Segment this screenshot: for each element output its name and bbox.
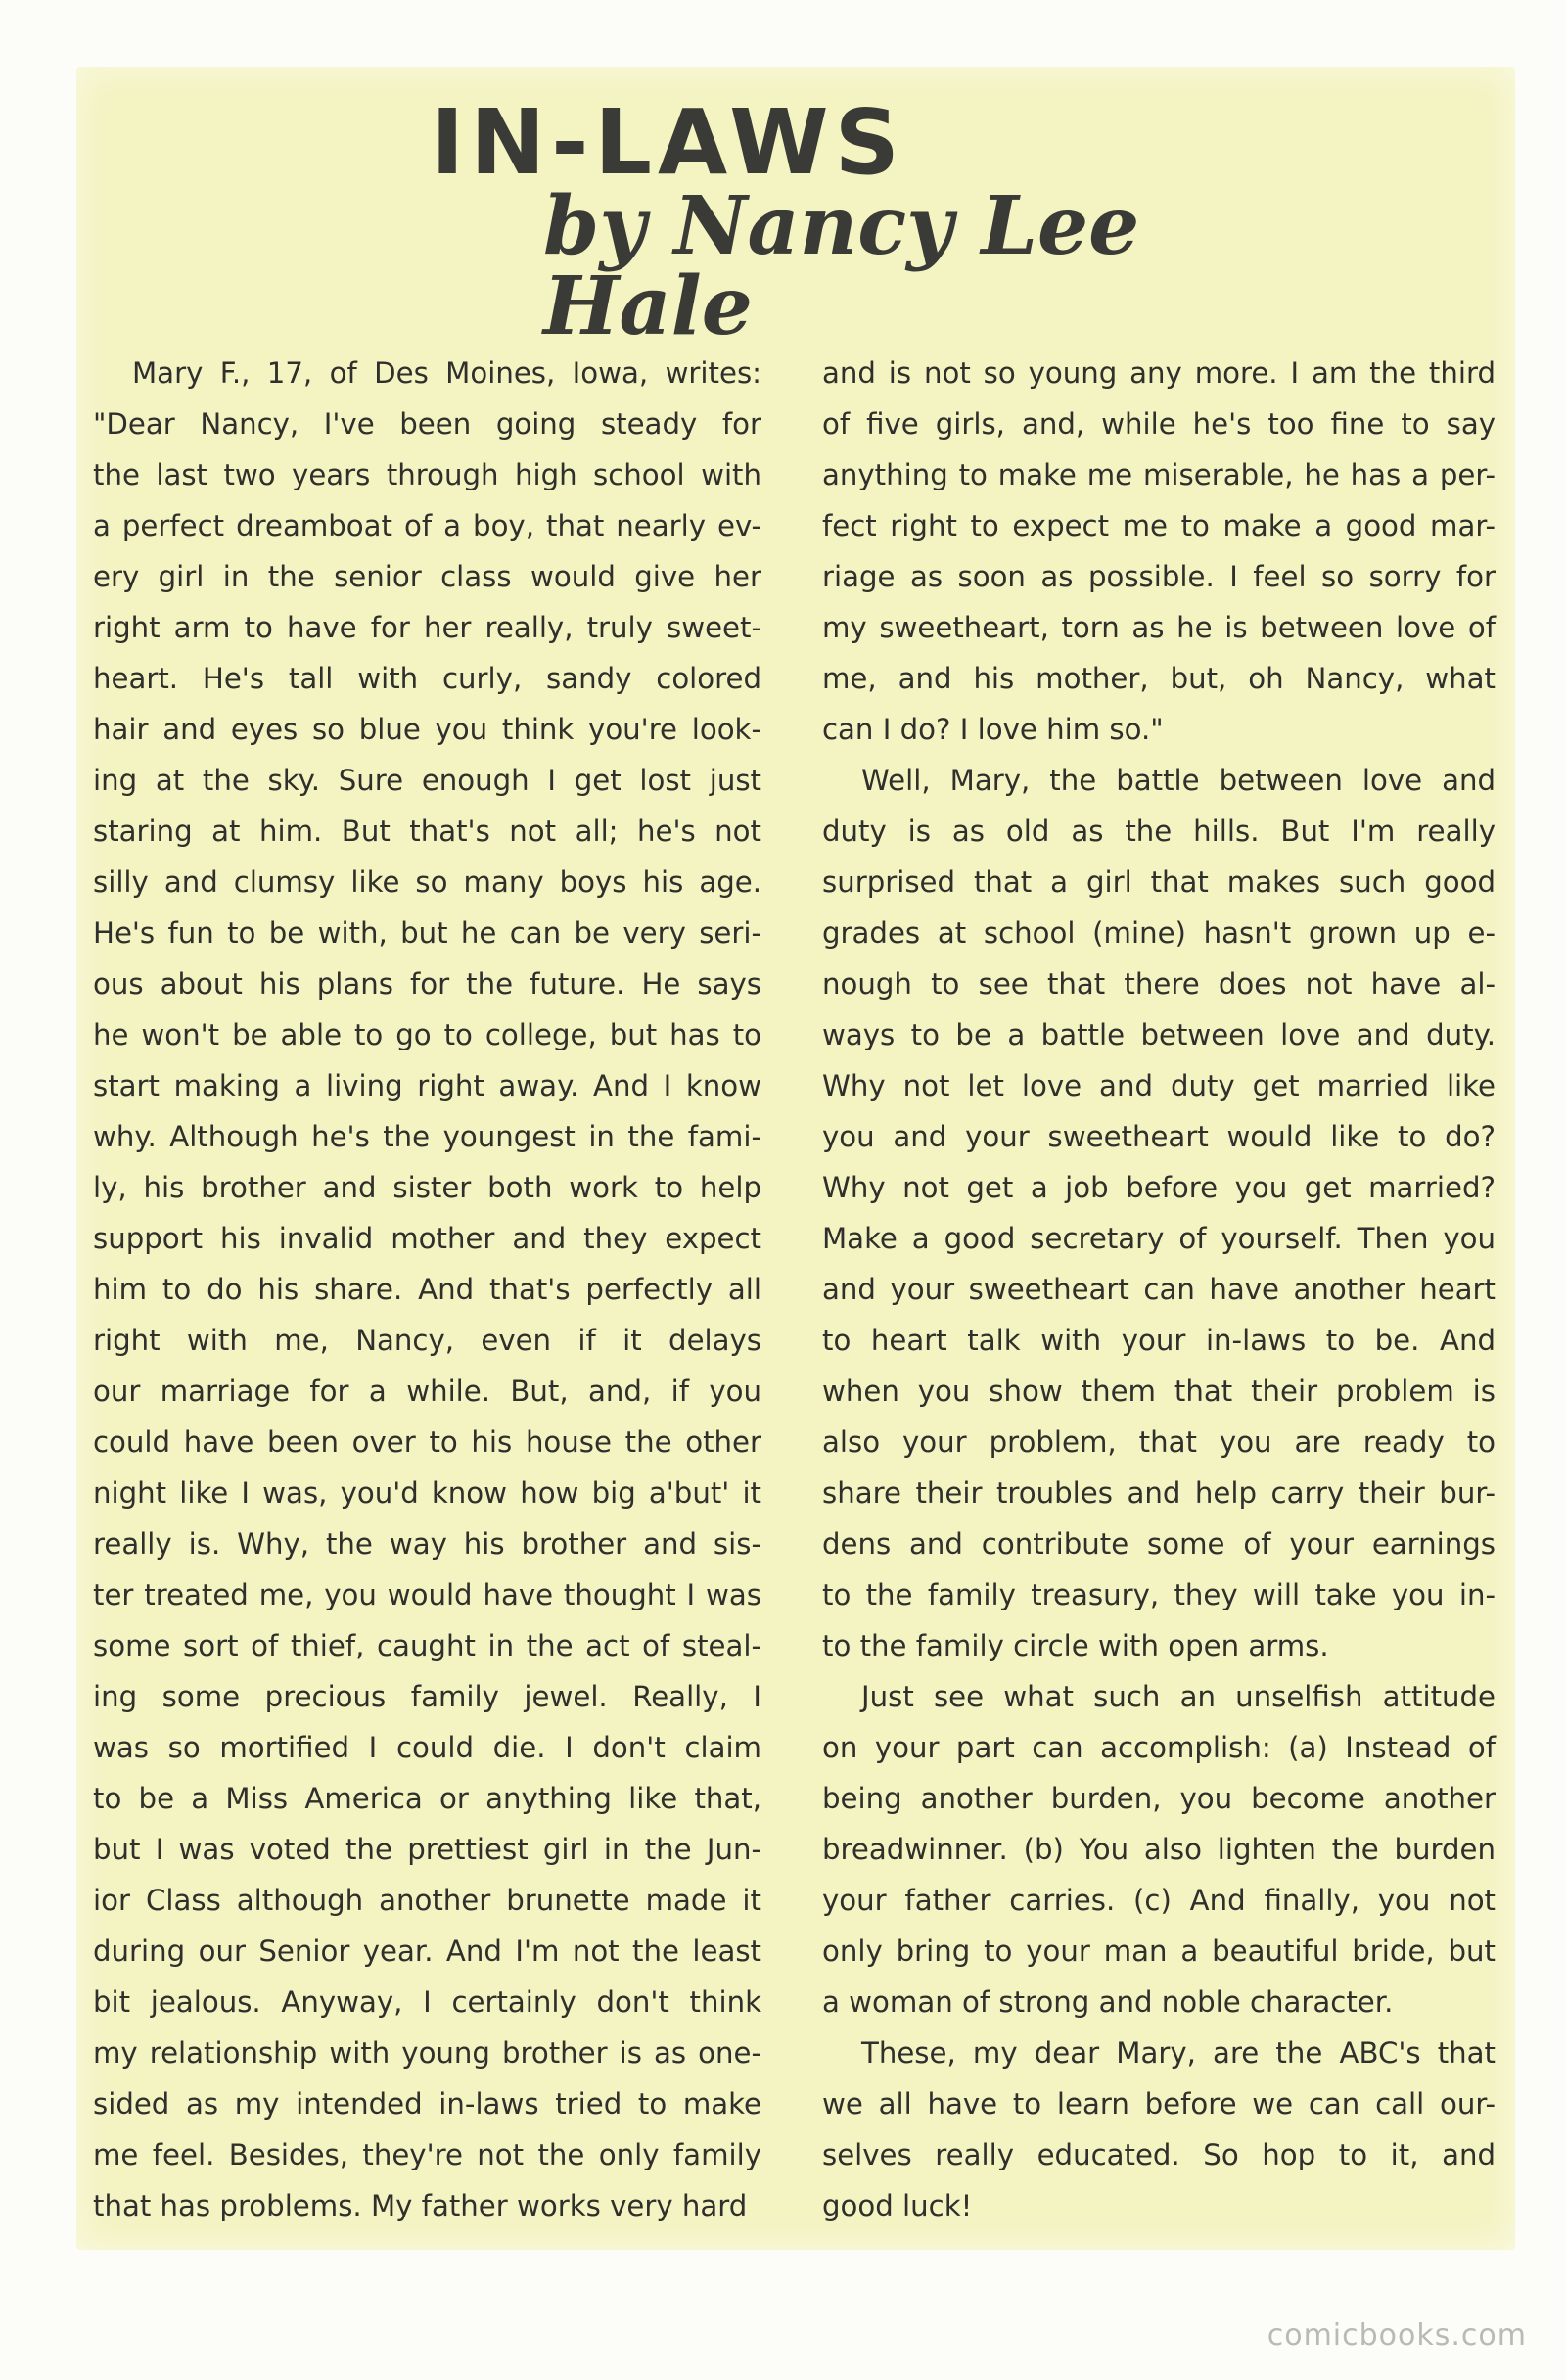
text-line: surprised that a girl that makes such good	[822, 865, 1496, 899]
text-line: right arm to have for her really, truly sweet-	[93, 611, 761, 644]
text-line: fect right to expect me to make a good mar-	[822, 509, 1496, 542]
text-line: ing some precious family jewel. Really, I	[93, 1680, 761, 1713]
text-line: him to do his share. And that's perfectly all	[93, 1273, 761, 1306]
right-column	[822, 348, 1496, 2231]
text-line: duty is as old as the hills. But I'm really	[822, 815, 1496, 848]
text-line: hair and eyes so blue you think you're look-	[93, 713, 761, 746]
text-line: that has problems. My father works very hard	[93, 2189, 748, 2222]
text-line: night like I was, you'd know how big a'but' it	[93, 1476, 761, 1510]
text-line: my sweetheart, torn as he is between love of	[822, 611, 1496, 644]
text-line: These, my dear Mary, are the ABC's that	[861, 2036, 1496, 2070]
text-line: to heart talk with your in-laws to be. And	[822, 1324, 1496, 1357]
text-line: ing at the sky. Sure enough I get lost just	[93, 764, 761, 797]
text-line: you and your sweetheart would like to do?	[822, 1120, 1496, 1153]
text-line: also your problem, that you are ready to	[822, 1425, 1496, 1459]
text-line: grades at school (mine) hasn't grown up e-	[822, 916, 1496, 950]
text-line: our marriage for a while. But, and, if you	[93, 1375, 761, 1408]
text-line: to the family circle with open arms.	[822, 1629, 1329, 1662]
text-line: Mary F., 17, of Des Moines, Iowa, writes:	[132, 356, 761, 390]
text-line: silly and clumsy like so many boys his age.	[93, 865, 761, 899]
text-line: being another burden, you become another	[822, 1782, 1496, 1815]
text-line: on your part can accomplish: (a) Instead of	[822, 1731, 1496, 1764]
text-line: but I was voted the prettiest girl in the Jun-	[93, 1833, 761, 1866]
text-line: we all have to learn before we can call our-	[822, 2087, 1496, 2121]
text-line: to the family treasury, they will take you in-	[822, 1578, 1496, 1611]
text-line: my relationship with young brother is as one-	[93, 2036, 761, 2070]
text-line: only bring to your man a beautiful bride, but	[822, 1935, 1496, 1968]
left-column	[93, 348, 761, 2231]
text-line: Make a good secretary of yourself. Then you	[822, 1222, 1496, 1255]
text-line: anything to make me miserable, he has a per-	[822, 458, 1496, 491]
text-line: support his invalid mother and they expect	[93, 1222, 761, 1255]
watermark: comicbooks.com	[1267, 2318, 1527, 2353]
text-line: share their troubles and help carry their bur-	[822, 1476, 1496, 1510]
text-line: staring at him. But that's not all; he's not	[93, 815, 761, 848]
text-line: and is not so young any more. I am the third	[822, 356, 1496, 390]
text-line: ter treated me, you would have thought I was	[93, 1578, 761, 1611]
text-line: he won't be able to go to college, but has to	[93, 1018, 761, 1051]
text-line: selves really educated. So hop to it, and	[822, 2138, 1496, 2171]
text-line: breadwinner. (b) You also lighten the burden	[822, 1833, 1496, 1866]
text-line: sided as my intended in-laws tried to make	[93, 2087, 761, 2121]
text-line: can I do? I love him so."	[822, 713, 1164, 746]
text-line: me feel. Besides, they're not the only family	[93, 2138, 761, 2171]
text-line: start making a living right away. And I know	[93, 1069, 761, 1102]
text-line: when you show them that their problem is	[822, 1375, 1496, 1408]
text-line: the last two years through high school with	[93, 458, 761, 491]
text-line: bit jealous. Anyway, I certainly don't think	[93, 1985, 761, 2019]
text-line: a woman of strong and noble character.	[822, 1985, 1394, 2019]
article-title: IN-LAWS	[431, 90, 905, 195]
text-line: could have been over to his house the other	[93, 1425, 761, 1459]
text-line: Well, Mary, the battle between love and	[861, 764, 1496, 797]
text-line: some sort of thief, caught in the act of steal-	[93, 1629, 761, 1662]
text-line: ery girl in the senior class would give her	[93, 560, 761, 593]
text-line: riage as soon as possible. I feel so sorry for	[822, 560, 1496, 593]
text-line: ways to be a battle between love and duty.	[822, 1018, 1496, 1051]
text-line: during our Senior year. And I'm not the least	[93, 1935, 761, 1968]
text-line: me, and his mother, but, oh Nancy, what	[822, 662, 1496, 695]
text-line: ior Class although another brunette made it	[93, 1884, 761, 1917]
text-line: dens and contribute some of your earnings	[822, 1527, 1496, 1561]
text-line: right with me, Nancy, even if it delays	[93, 1324, 761, 1357]
text-line: "Dear Nancy, I've been going steady for	[93, 407, 761, 441]
text-line: your father carries. (c) And finally, you not	[822, 1884, 1496, 1917]
text-line: Why not get a job before you get married?	[822, 1171, 1496, 1204]
text-line: really is. Why, the way his brother and sis-	[93, 1527, 761, 1561]
text-line: of five girls, and, while he's too fine to say	[822, 407, 1496, 441]
text-line: Just see what such an unselfish attitude	[861, 1680, 1496, 1713]
text-line: Why not let love and duty get married like	[822, 1069, 1496, 1102]
text-line: nough to see that there does not have al-	[822, 967, 1496, 1001]
article-byline: by Nancy Lee Hale	[543, 179, 1140, 353]
text-line: heart. He's tall with curly, sandy colored	[93, 662, 761, 695]
text-line: why. Although he's the youngest in the fami-	[93, 1120, 761, 1153]
text-line: a perfect dreamboat of a boy, that nearly ev-	[93, 509, 761, 542]
text-line: ly, his brother and sister both work to help	[93, 1171, 761, 1204]
text-line: to be a Miss America or anything like that,	[93, 1782, 761, 1815]
text-line: good luck!	[822, 2189, 973, 2222]
text-line: ous about his plans for the future. He says	[93, 967, 761, 1001]
text-line: He's fun to be with, but he can be very seri-	[93, 916, 761, 950]
text-line: was so mortified I could die. I don't claim	[93, 1731, 761, 1764]
text-line: and your sweetheart can have another heart	[822, 1273, 1496, 1306]
